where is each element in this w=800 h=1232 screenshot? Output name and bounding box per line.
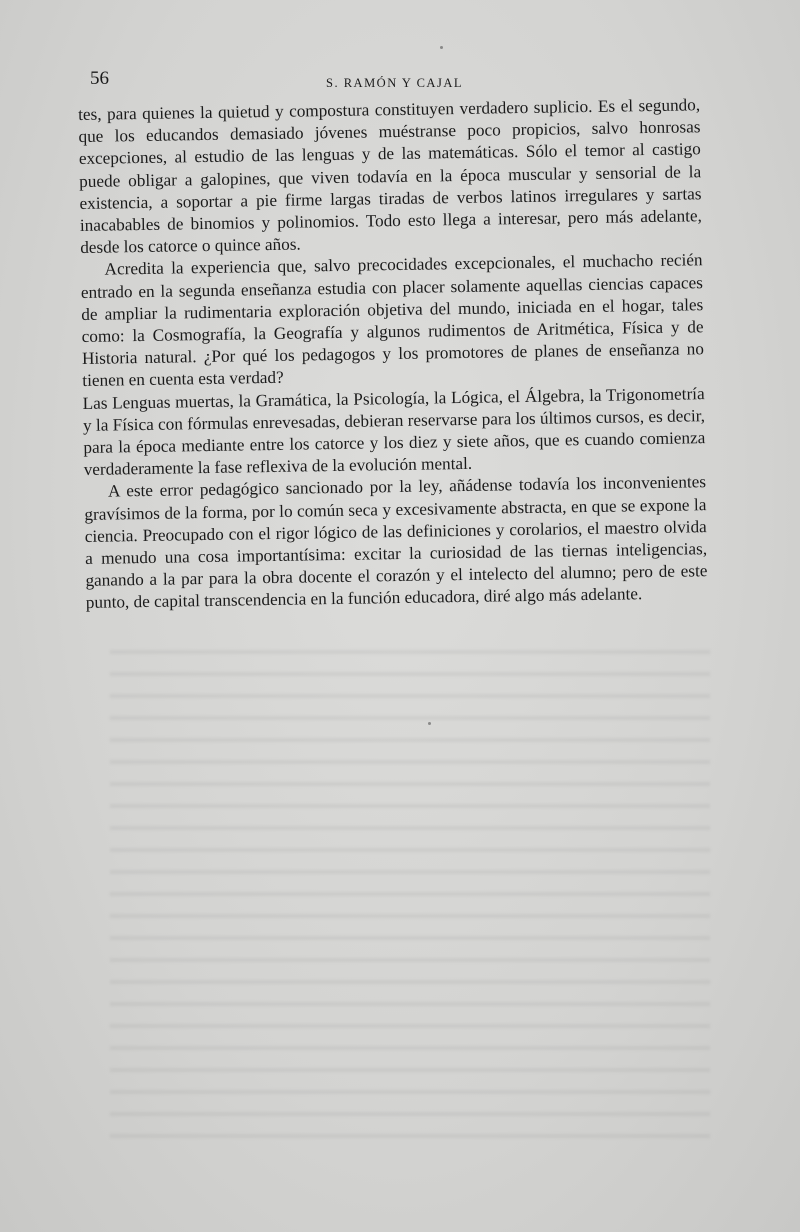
page-number: 56 — [90, 68, 109, 89]
ink-speck — [440, 46, 443, 49]
show-through-text — [110, 640, 710, 1140]
body-text — [78, 94, 708, 614]
paragraph: tes, para quienes la quietud y compostura constituyen verdadero suplicio. Es el segundo, que los educandos demasiado jóvenes muéstranse poco propicios, salvo honrosas excepciones, al estudio de las lenguas y de las matemáticas. Sólo el temor al castigo puede obligar a galopines, que viven todavía en la época muscular y sensorial de la existencia, a soportar a pie firme largas tiradas de verbos latinos irregulares y sartas inacabables de binomios y polinomios. Todo esto llega a interesar, pero más adelante, desde los catorce o quince años. — [78, 95, 702, 258]
ink-speck — [428, 722, 431, 725]
paragraph: Las Lenguas muertas, la Gramática, la Psicología, la Lógica, el Álgebra, la Trigonometría y la Física con fórmulas enrevesadas, debieran reservarse para los últimos cursos, es decir, para la época mediante entre los catorce y los diez y siete años, que es cuando comienza verdaderamente la fase reflexiva de la evolución mental. — [82, 383, 706, 480]
paragraph: Acredita la experiencia que, salvo precocidades excepcionales, el muchacho recién entrado en la segunda enseñanza estudia con placer solamente aquellas ciencias capaces de ampliar la rudimentaria exploración objetiva del mundo, iniciada en el hogar, tales como: la Cosmografía, la Geografía y algunos rudimentos de Aritmética, Física y de Historia natural. ¿Por qué los pedagogos y los promotores de planes de enseñanza no tienen en cuenta esta verdad? — [80, 250, 705, 391]
paragraph: A este error pedagógico sancionado por la ley, añádense todavía los inconvenientes gravísimos de la forma, por lo común seca y excesivamente abstracta, en que se expone la ciencia. Preocupado con el rigor lógico de las definiciones y corolarios, el maestro olvida a menudo una cosa importantísima: excitar la curiosidad de las tiernas inteligencias, ganando a la par para la obra docente el corazón y el intelecto del alumno; pero de este punto, de capital transcendencia en la función educadora, diré algo más adelante. — [84, 472, 708, 613]
page-header — [84, 64, 724, 94]
running-head: S. RAMÓN Y CAJAL — [326, 76, 463, 90]
